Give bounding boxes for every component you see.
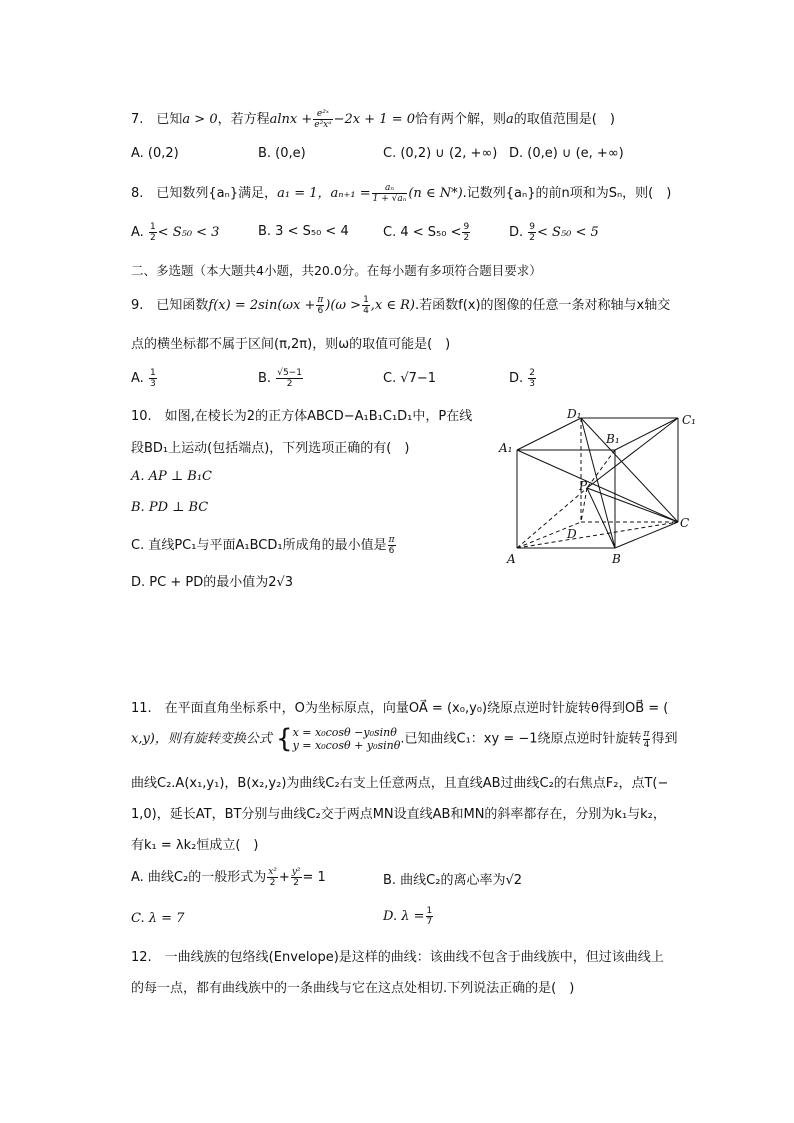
- q9-fraction: [316, 295, 324, 316]
- fraction-denominator: 2: [286, 379, 293, 389]
- q9-optA-fraction: [149, 368, 157, 389]
- fraction-numerator: 1: [149, 368, 156, 378]
- fraction-denominator: 6: [388, 546, 395, 556]
- label-C1: C₁: [682, 413, 696, 427]
- fraction-denominator: 2: [269, 878, 276, 888]
- fraction-numerator: 1: [363, 295, 369, 305]
- q7-option-c: C. (0,2) ∪ (2, +∞): [383, 146, 498, 161]
- label-B: B: [612, 552, 621, 566]
- hidden-diag-AC: [517, 522, 678, 548]
- fraction-numerator: 9: [529, 222, 536, 232]
- option-math: < S₅₀ < 3: [157, 225, 220, 240]
- q8-text: 8. 已知数列{aₙ}满足，: [131, 186, 278, 201]
- fraction-numerator: aₙ: [372, 183, 408, 194]
- option-text: A. 曲线C₂的一般形式为: [131, 870, 267, 885]
- q11-line1: 11. 在平面直角坐标系中，O为坐标原点，向量OA⃗ = (x₀,y₀)绕原点逆时针旋转θ得到OB⃗ = (: [131, 701, 669, 716]
- option-letter: A.: [131, 371, 144, 386]
- system-line: y = x₀cosθ + y₀sinθ: [292, 739, 401, 752]
- q10-stem-line1: 10. 如图,在棱长为2的正方体ABCD−A₁B₁C₁D₁中，P在线: [131, 409, 473, 424]
- q8-option-c: [383, 222, 471, 243]
- q8-optD-fraction: [528, 222, 536, 243]
- q9-stem-line2: 点的横坐标都不属于区间(π,2π)，则ω的取值可能是( ): [131, 337, 451, 352]
- option-letter: D.: [509, 371, 524, 386]
- q7-option-b: B. (0,e): [258, 146, 306, 161]
- fraction-denominator: 2: [529, 233, 536, 243]
- q9-text: 9. 已知函数: [131, 298, 209, 313]
- q7-option-a: A. (0,2): [131, 146, 179, 161]
- brace-icon: {: [276, 724, 293, 754]
- q10-option-c: [131, 534, 397, 556]
- fraction-denominator: 2: [149, 233, 156, 243]
- q11-option-a: [131, 866, 326, 888]
- option-letter: A.: [131, 225, 144, 240]
- label-A: A: [507, 552, 516, 566]
- q11-optA-fraction1: [267, 867, 278, 888]
- q12-line2: 的每一点，都有曲线族中的一条曲线与它在这点处相切.下列说法正确的是( ): [131, 981, 575, 996]
- q11-line3: 曲线C₂.A(x₁,y₁)，B(x₂,y₂)为曲线C₂右支上任意两点，且直线AB过曲线C₂的右焦点F₂，点T(−: [131, 776, 669, 791]
- fraction-denominator: e²xᵃ: [314, 120, 332, 130]
- q10-option-b: B. PD ⊥ BC: [131, 500, 209, 515]
- q9-optD-fraction: [528, 368, 536, 389]
- fraction-numerator: x²: [268, 867, 277, 877]
- q8-fraction: [372, 183, 408, 204]
- q7-text: ，若方程: [217, 112, 270, 127]
- q7-fraction: [313, 109, 332, 130]
- label-D: D: [567, 527, 577, 541]
- fraction-numerator: π: [388, 535, 395, 545]
- q8-option-a: [131, 222, 219, 243]
- option-text: C. 直线PC₁与平面A₁BCD₁所成角的最小值是: [131, 538, 387, 553]
- option-letter: D.: [509, 225, 524, 240]
- section-heading: 二、多选题（本大题共4小题，共20.0分。在每小题有多项符合题目要求）: [131, 263, 542, 278]
- q9-optB-fraction: [276, 368, 303, 389]
- fraction-denominator: 2: [293, 878, 300, 888]
- q7-text: 的取值范围是( ): [513, 112, 615, 127]
- fraction-numerator: 9: [463, 222, 470, 232]
- q12-line1: 12. 一曲线族的包络线(Envelope)是这样的曲线：该曲线不包含于曲线族中，但过该曲线上: [131, 950, 664, 965]
- q9-math: )(ω >: [325, 298, 362, 313]
- label-B1: B₁: [606, 432, 620, 446]
- q10-stem-line2: 段BD₁上运动(包括端点)，下列选项正确的有( ): [131, 441, 410, 456]
- fraction-numerator: y²: [291, 867, 301, 877]
- hidden-seg-PD: [581, 488, 587, 522]
- q9-option-d: [509, 368, 537, 389]
- q11-option-b: B. 曲线C₂的离心率为√2: [383, 873, 523, 888]
- option-math: D. λ =: [383, 909, 425, 924]
- q7-option-d: D. (0,e) ∪ (e, +∞): [509, 146, 624, 161]
- rotation-system: [293, 726, 401, 752]
- label-P: P: [579, 479, 588, 493]
- q9-math: ,x ∈ R): [370, 298, 416, 313]
- seg-PC1: [587, 418, 678, 488]
- q9-fraction2: [362, 295, 370, 316]
- fraction-numerator: 1: [149, 222, 156, 232]
- q8-option-d: [509, 222, 599, 243]
- q8-math: (n ∈ N*): [408, 186, 463, 201]
- q11-line2: [131, 726, 677, 752]
- q7-math: −2x + 1 = 0: [333, 112, 415, 127]
- q7-text: 恰有两个解，则: [415, 112, 507, 127]
- option-letter: B.: [258, 371, 272, 386]
- q8-optA-fraction: [149, 222, 157, 243]
- q8-stem: [131, 182, 671, 204]
- label-D1: D₁: [567, 407, 582, 421]
- q7-text: 7. 已知: [131, 112, 183, 127]
- fraction-denominator: 2: [463, 233, 470, 243]
- fraction-denominator: 1 + √aₙ: [372, 194, 407, 204]
- option-math: < S₅₀ < 5: [537, 225, 599, 240]
- plus-sign: +: [278, 870, 290, 885]
- q8-math: a₁ = 1，aₙ₊₁ =: [277, 186, 371, 201]
- q9-option-c: C. √7−1: [383, 371, 437, 386]
- q9-option-b: [258, 368, 304, 389]
- q11-option-d: [383, 906, 434, 927]
- q7-math: alnx +: [269, 112, 313, 127]
- label-C: C: [680, 516, 690, 530]
- q11-line5: 有k₁ = λk₂恒成立( ): [131, 838, 259, 853]
- q9-stem-line1: [131, 294, 670, 316]
- q9-text: .若函数f(x)的图像的任意一条对称轴与x轴交: [415, 298, 671, 313]
- edge-B1C1: [615, 418, 678, 450]
- fraction-denominator: 6: [317, 306, 324, 316]
- q8-optC-fraction: [462, 222, 470, 243]
- fraction-denominator: 3: [149, 379, 156, 389]
- q11-line4: 1,0)，延长AT，BT分别与曲线C₂交于两点MN设直线AB和MN的斜率都存在，分别为k₁与k₂，: [131, 807, 666, 822]
- q7-math: a: [506, 112, 514, 127]
- q9-option-a: [131, 368, 158, 389]
- q8-text: .记数列{aₙ}的前n项和为Sₙ，则( ): [462, 186, 672, 201]
- fraction-denominator: 7: [426, 917, 433, 927]
- fraction-numerator: 2: [529, 368, 536, 378]
- edge-A1D1: [517, 418, 581, 450]
- option-math: = 1: [302, 870, 326, 885]
- q8-option-b: B. 3 < S₅₀ < 4: [258, 224, 349, 239]
- q11-text: x,y)，则有旋转变换公式: [131, 731, 272, 747]
- fraction-numerator: √5−1: [277, 368, 302, 378]
- fraction-numerator: 1: [426, 906, 433, 916]
- q11-text: 得到: [651, 731, 678, 747]
- q11-fraction: [643, 729, 651, 750]
- fraction-denominator: 3: [529, 379, 536, 389]
- q7-math: a > 0: [182, 112, 218, 127]
- q9-math: f(x) = 2sin(ωx +: [208, 298, 316, 313]
- fraction-numerator: e²ˣ: [313, 109, 332, 120]
- fraction-denominator: 4: [643, 739, 650, 750]
- system-line: x = x₀cosθ −y₀sinθ: [292, 726, 397, 739]
- cube-figure: [495, 400, 700, 575]
- q10-optC-fraction: [388, 535, 396, 556]
- edge-BC: [615, 522, 678, 548]
- fraction-numerator: π: [317, 295, 324, 305]
- q11-optA-fraction2: [291, 867, 302, 888]
- q11-text: .已知曲线C₁：xy = −1绕原点逆时针旋转: [400, 731, 642, 747]
- label-A1: A₁: [499, 441, 513, 455]
- q11-option-c: C. λ = 7: [131, 911, 185, 926]
- option-text: C. 4 < S₅₀ <: [383, 225, 462, 240]
- q11-optD-fraction: [426, 906, 434, 927]
- q10-option-a: A. AP ⊥ B₁C: [131, 469, 212, 484]
- fraction-numerator: π: [643, 728, 650, 739]
- q7-stem: [131, 108, 615, 130]
- fraction-denominator: 4: [363, 306, 369, 316]
- q10-option-d: D. PC + PD的最小值为2√3: [131, 575, 294, 590]
